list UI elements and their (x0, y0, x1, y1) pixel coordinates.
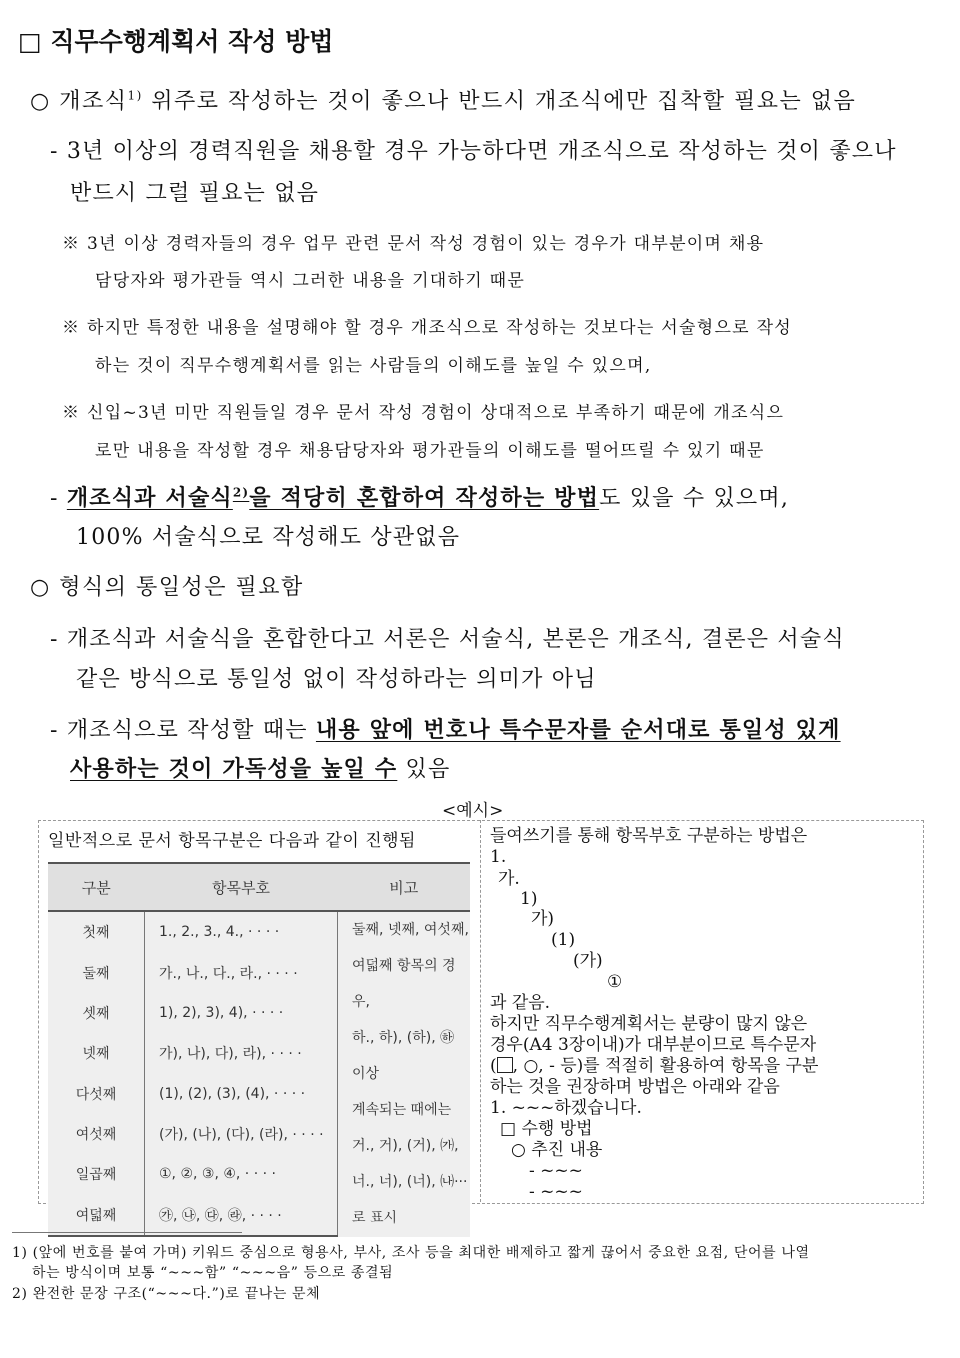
indent-level-3: 1) (520, 889, 538, 909)
table-header-remark: 비고 (338, 863, 471, 911)
footnote-2: 2) 완전한 문장 구조(“~~~다.”)로 끝나는 문체 (12, 1286, 321, 1302)
s1-dash1-line2: 반드시 그럴 필요는 없음 (70, 181, 320, 206)
s1-dash2-emph2: 을 적당히 혼합하여 작성하는 방법 (249, 485, 600, 511)
example-right-para3 (490, 1056, 818, 1077)
s1-dash2-line1 (50, 481, 789, 512)
s1-note1-line2: 담당자와 평가관들 역시 그러한 내용을 기대하기 때문 (95, 271, 526, 291)
footnote-ref-2: 2) (232, 485, 250, 500)
footnote-ref-1: 1) (127, 88, 143, 103)
example-left-title: 일반적으로 문서 항목구분은 다음과 같이 진행됨 (48, 831, 416, 851)
s2-dash2-emph2: 사용하는 것이 가독성을 높일 수 (70, 756, 398, 782)
s2-dash2-prefix: - 개조식으로 작성할 때는 (50, 718, 316, 743)
example-right-intro: 들여쓰기를 통해 항목부호 구분하는 방법은 (490, 826, 808, 846)
table-cell-symbol: (가), (나), (다), (라), · · · · (145, 1114, 338, 1154)
indent-level-5: (1) (551, 930, 576, 950)
table-cell-remark (338, 911, 471, 1236)
sample-line-2: □ 수행 방법 (500, 1119, 593, 1139)
indent-level-7: ① (607, 972, 623, 992)
section1-heading-text: ○ 개조식 (30, 89, 128, 114)
para3-open: ( (490, 1056, 497, 1076)
s1-note3-line2: 로만 내용을 작성할 경우 채용담당자와 평가관들의 이해도를 떨어뜨릴 수 있기 때문 (95, 441, 765, 461)
sample-line-1: 1. ~~~하겠습니다. (490, 1098, 642, 1118)
s1-dash1-line1: - 3년 이상의 경력직원을 채용할 경우 가능하다면 개조식으로 작성하는 것이 좋으나 (50, 139, 897, 164)
example-right-para4: 하는 것을 권장하며 방법은 아래와 같음 (490, 1077, 780, 1097)
example-right-para1: 하지만 직무수행계획서는 분량이 많지 않은 (490, 1014, 808, 1034)
remark-line: 로 표시 (352, 1210, 398, 1226)
example-right-para2: 경우(A4 3장이내)가 대부분이므로 특수문자 (490, 1035, 817, 1055)
remark-line: 여덟째 항목의 경우, (352, 958, 456, 1010)
indent-level-4: 가) (531, 909, 555, 929)
table-cell-symbol: 가), 나), 다), 라), · · · · (145, 1033, 338, 1073)
table-header-order: 구분 (48, 863, 145, 911)
s1-note2-line1: ※ 하지만 특정한 내용을 설명해야 할 경우 개조식으로 작성하는 것보다는 서술형으로 작성 (62, 318, 793, 338)
s2-dash1-line2: 같은 방식으로 통일성 없이 작성하라는 의미가 아님 (76, 667, 597, 692)
square-bullet-icon (497, 1057, 513, 1073)
table-cell-order: 일곱째 (48, 1154, 145, 1194)
indent-level-1: 1. (490, 847, 507, 867)
s2-dash2-rest: 있음 (397, 757, 451, 782)
footnote-1-line1: 1) (앞에 번호를 붙여 가며) 키워드 중심으로 형용사, 부사, 조사 등을 최대한 배제하고 짧게 끊어서 중요한 요점, 단어를 나열 (12, 1245, 810, 1261)
para3-rest: , ○, - 등)를 적절히 활용하여 항목을 구분 (512, 1056, 819, 1076)
table-cell-order: 여섯째 (48, 1114, 145, 1154)
table-cell-order: 다섯째 (48, 1073, 145, 1113)
table-cell-order: 첫째 (48, 911, 145, 952)
sample-line-4: - ~~~ (529, 1161, 583, 1181)
s2-dash2-line2 (70, 752, 450, 783)
table-cell-symbol: ①, ②, ③, ④, · · · · (145, 1154, 338, 1194)
table-cell-symbol: 가., 나., 다., 라., · · · · (145, 952, 338, 992)
s1-note3-line1: ※ 신입~3년 미만 직원들일 경우 문서 작성 경험이 상대적으로 부족하기 때문에 개조식으 (62, 403, 785, 423)
section2-heading: ○ 형식의 통일성은 필요함 (30, 575, 304, 600)
page-title: □ 직무수행계획서 작성 방법 (18, 27, 334, 56)
section1-heading-rest: 위주로 작성하는 것이 좋으나 반드시 개조식에만 집착할 필요는 없음 (142, 89, 857, 114)
indent-level-6: (가) (573, 951, 603, 971)
example-right-after: 과 같음. (490, 993, 551, 1013)
remark-line: 하., 하), (하), ㉻ 이상 (352, 1030, 455, 1082)
s2-dash2-line1 (50, 713, 841, 744)
s1-dash2-line2: 100% 서술식으로 작성해도 상관없음 (76, 525, 461, 550)
table-header-row (48, 863, 470, 911)
table-cell-symbol: ㉮, ㉯, ㉰, ㉱, · · · · (145, 1194, 338, 1236)
sample-line-5: - ~~~ (529, 1182, 583, 1202)
table-cell-symbol: (1), (2), (3), (4), · · · · (145, 1073, 338, 1113)
table-cell-order: 둘째 (48, 952, 145, 992)
footnote-1-line2: 하는 방식이며 보통 “~~~함” “~~~음” 등으로 종결됨 (32, 1265, 394, 1281)
s1-dash2-emph1: 개조식과 서술식 (66, 485, 233, 511)
remark-line: 둘째, 넷째, 여섯째, (352, 922, 469, 938)
s1-dash2-prefix: - (50, 486, 67, 511)
s1-note1-line1: ※ 3년 이상 경력자들의 경우 업무 관련 문서 작성 경험이 있는 경우가 대부분이며 채용 (62, 234, 765, 254)
s2-dash2-emph1: 내용 앞에 번호나 특수문자를 순서대로 통일성 있게 (315, 717, 841, 743)
indent-level-2: 가. (498, 869, 520, 889)
table-cell-order: 넷째 (48, 1033, 145, 1073)
footnote-divider (12, 1232, 242, 1233)
section1-heading (30, 84, 856, 115)
example-caption: <예시> (442, 801, 504, 821)
s2-dash1-line1: - 개조식과 서술식을 혼합한다고 서론은 서술식, 본론은 개조식, 결론은 서술식 (50, 627, 845, 652)
table-cell-order: 셋째 (48, 993, 145, 1033)
table-cell-symbol: 1), 2), 3), 4), · · · · (145, 993, 338, 1033)
table-header-symbol: 항목부호 (145, 863, 338, 911)
example-divider (480, 820, 481, 1202)
table-cell-symbol: 1., 2., 3., 4., · · · · (145, 911, 338, 952)
remark-line: 거., 거), (거), ㈎, (352, 1138, 459, 1154)
numbering-table (48, 862, 470, 1237)
table-cell-order: 여덟째 (48, 1194, 145, 1236)
table-row (48, 911, 470, 952)
s1-dash2-rest: 도 있을 수 있으며, (599, 486, 790, 511)
s1-note2-line2: 하는 것이 직무수행계획서를 읽는 사람들의 이해도를 높일 수 있으며, (95, 356, 652, 376)
remark-line: 계속되는 때에는 (352, 1102, 452, 1118)
sample-line-3: ○ 추진 내용 (511, 1140, 603, 1160)
remark-line: 너., 너), (너), ㈏··· (352, 1174, 468, 1190)
